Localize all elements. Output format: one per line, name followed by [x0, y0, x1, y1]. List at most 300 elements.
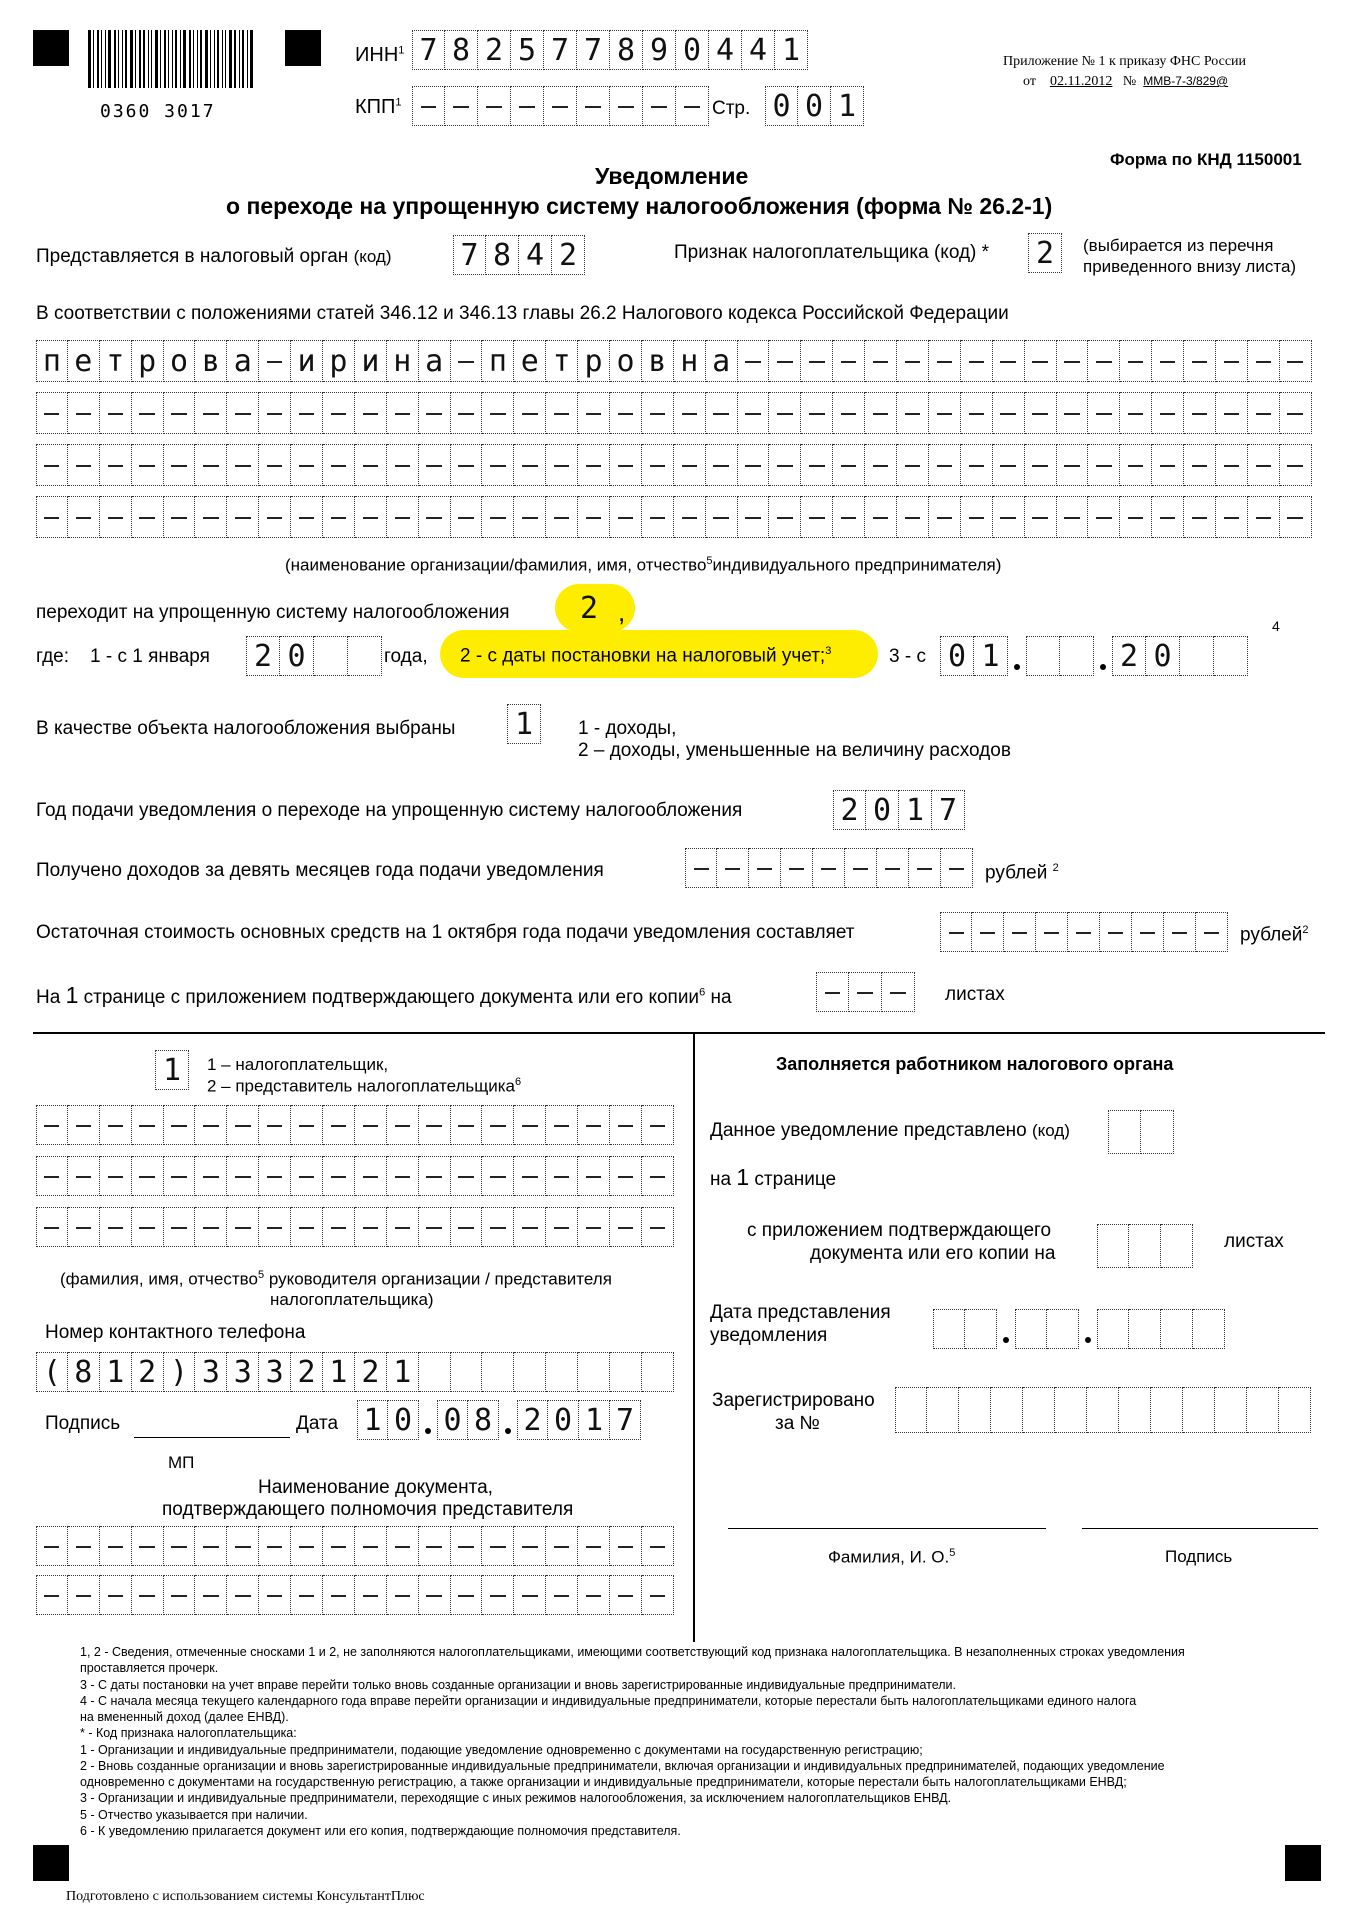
fio-char-cell[interactable]: [610, 1207, 642, 1247]
name-char-cell[interactable]: [100, 496, 132, 538]
phone-char-cell[interactable]: 2: [132, 1352, 164, 1392]
name-char-cell[interactable]: [961, 340, 993, 382]
name-char-cell[interactable]: [355, 444, 387, 486]
doc-row-2[interactable]: [36, 1575, 674, 1615]
name-char-cell[interactable]: [1280, 392, 1312, 434]
doc-char-cell[interactable]: [387, 1575, 419, 1615]
name-char-cell[interactable]: [993, 340, 1025, 382]
name-char-cell[interactable]: е: [514, 340, 546, 382]
doc-char-cell[interactable]: [68, 1575, 100, 1615]
name-char-cell[interactable]: [36, 444, 68, 486]
inn-digit-cell[interactable]: 4: [742, 30, 775, 70]
doc-char-cell[interactable]: [642, 1575, 674, 1615]
kpp-digit-cell[interactable]: [610, 86, 643, 126]
doc-char-cell[interactable]: [259, 1575, 291, 1615]
income-digit-cell[interactable]: [749, 848, 781, 888]
name-char-cell[interactable]: р: [323, 340, 355, 382]
pages-digit-cell[interactable]: [882, 972, 915, 1012]
name-char-cell[interactable]: [706, 444, 738, 486]
tax-authority-digit-cell[interactable]: 2: [552, 235, 585, 275]
name-char-cell[interactable]: [1216, 444, 1248, 486]
year-notice-field[interactable]: [833, 790, 965, 830]
phone-char-cell[interactable]: 1: [100, 1352, 132, 1392]
fio-char-cell[interactable]: [259, 1105, 291, 1145]
doc-char-cell[interactable]: [387, 1526, 419, 1566]
registration-char-cell[interactable]: [895, 1387, 927, 1433]
fio-char-cell[interactable]: [291, 1105, 323, 1145]
name-char-cell[interactable]: [1120, 444, 1152, 486]
date-year-cell[interactable]: 7: [610, 1400, 641, 1440]
name-char-cell[interactable]: [738, 340, 770, 382]
fio-char-cell[interactable]: [195, 1105, 227, 1145]
name-char-cell[interactable]: т: [546, 340, 578, 382]
name-char-cell[interactable]: [1025, 496, 1057, 538]
doc-char-cell[interactable]: [291, 1575, 323, 1615]
residual-digit-cell[interactable]: [1196, 912, 1228, 952]
name-char-cell[interactable]: а: [227, 340, 259, 382]
name-char-cell[interactable]: [1120, 340, 1152, 382]
name-char-cell[interactable]: [1248, 392, 1280, 434]
fio-char-cell[interactable]: [355, 1207, 387, 1247]
fio-char-cell[interactable]: [68, 1105, 100, 1145]
name-char-cell[interactable]: [674, 444, 706, 486]
phone-char-cell[interactable]: 1: [387, 1352, 419, 1392]
registration-char-cell[interactable]: [1215, 1387, 1247, 1433]
name-char-cell[interactable]: [419, 496, 451, 538]
phone-char-cell[interactable]: [610, 1352, 642, 1392]
date-month-cell[interactable]: [1026, 636, 1060, 676]
name-char-cell[interactable]: [1184, 392, 1216, 434]
registration-char-cell[interactable]: [1247, 1387, 1279, 1433]
name-char-cell[interactable]: о: [610, 340, 642, 382]
name-char-cell[interactable]: [546, 496, 578, 538]
name-char-cell[interactable]: [451, 340, 483, 382]
name-char-cell[interactable]: [323, 496, 355, 538]
fio-char-cell[interactable]: [227, 1105, 259, 1145]
name-char-cell[interactable]: [578, 444, 610, 486]
fio-char-cell[interactable]: [514, 1207, 546, 1247]
date-year-cell[interactable]: 0: [548, 1400, 579, 1440]
phone-char-cell[interactable]: [642, 1352, 674, 1392]
name-char-cell[interactable]: [1152, 496, 1184, 538]
doc-char-cell[interactable]: [164, 1526, 196, 1566]
phone-char-cell[interactable]: [578, 1352, 610, 1392]
name-char-cell[interactable]: [769, 340, 801, 382]
doc-char-cell[interactable]: [642, 1526, 674, 1566]
doc-char-cell[interactable]: [132, 1526, 164, 1566]
name-char-cell[interactable]: [1280, 340, 1312, 382]
page-digit-cell[interactable]: 0: [798, 86, 831, 126]
fio-char-cell[interactable]: [482, 1207, 514, 1247]
doc-char-cell[interactable]: [482, 1575, 514, 1615]
registration-char-cell[interactable]: [1151, 1387, 1183, 1433]
inn-digit-cell[interactable]: 8: [445, 30, 478, 70]
fio-char-cell[interactable]: [482, 1105, 514, 1145]
doc-char-cell[interactable]: [451, 1526, 483, 1566]
submitted-code-cell[interactable]: [1108, 1110, 1141, 1154]
name-char-cell[interactable]: [482, 392, 514, 434]
phone-char-cell[interactable]: 1: [323, 1352, 355, 1392]
kpp-digit-cell[interactable]: [544, 86, 577, 126]
phone-char-cell[interactable]: [546, 1352, 578, 1392]
fio-char-cell[interactable]: [259, 1156, 291, 1196]
fio-row-2[interactable]: [36, 1156, 674, 1196]
fio-char-cell[interactable]: [514, 1156, 546, 1196]
name-char-cell[interactable]: [1057, 340, 1089, 382]
name-char-cell[interactable]: [865, 444, 897, 486]
name-char-cell[interactable]: [227, 444, 259, 486]
name-char-cell[interactable]: р: [132, 340, 164, 382]
name-char-cell[interactable]: [865, 340, 897, 382]
start-year-field[interactable]: [246, 636, 382, 676]
start-year-cell[interactable]: 0: [280, 636, 314, 676]
fio-char-cell[interactable]: [642, 1207, 674, 1247]
name-char-cell[interactable]: [1120, 392, 1152, 434]
submitted-code-field[interactable]: [1108, 1110, 1174, 1154]
name-char-cell[interactable]: [132, 496, 164, 538]
fio-line[interactable]: [728, 1528, 1046, 1529]
doc-char-cell[interactable]: [419, 1526, 451, 1566]
phone-char-cell[interactable]: 2: [355, 1352, 387, 1392]
kpp-digit-cell[interactable]: [577, 86, 610, 126]
doc-char-cell[interactable]: [227, 1526, 259, 1566]
name-char-cell[interactable]: [801, 340, 833, 382]
name-char-cell[interactable]: [259, 496, 291, 538]
date-year-cell[interactable]: [1161, 1309, 1193, 1349]
name-char-cell[interactable]: [323, 444, 355, 486]
doc-char-cell[interactable]: [610, 1575, 642, 1615]
name-char-cell[interactable]: [833, 392, 865, 434]
fio-char-cell[interactable]: [642, 1156, 674, 1196]
transition-type-cell[interactable]: 2: [579, 590, 599, 626]
name-char-cell[interactable]: [1216, 392, 1248, 434]
fio-char-cell[interactable]: [323, 1156, 355, 1196]
name-char-cell[interactable]: [355, 392, 387, 434]
doc-char-cell[interactable]: [482, 1526, 514, 1566]
name-char-cell[interactable]: [1025, 340, 1057, 382]
registration-char-cell[interactable]: [1023, 1387, 1055, 1433]
name-char-cell[interactable]: [291, 496, 323, 538]
name-char-cell[interactable]: [993, 496, 1025, 538]
inn-digit-cell[interactable]: 0: [676, 30, 709, 70]
signer-type-field[interactable]: [155, 1050, 189, 1090]
name-char-cell[interactable]: [929, 392, 961, 434]
fio-char-cell[interactable]: [132, 1156, 164, 1196]
name-char-cell[interactable]: [482, 496, 514, 538]
name-char-cell[interactable]: [1088, 496, 1120, 538]
name-char-cell[interactable]: [610, 392, 642, 434]
name-char-cell[interactable]: [769, 392, 801, 434]
name-char-cell[interactable]: [897, 496, 929, 538]
phone-char-cell[interactable]: [451, 1352, 483, 1392]
fio-char-cell[interactable]: [451, 1156, 483, 1196]
name-char-cell[interactable]: [259, 392, 291, 434]
doc-char-cell[interactable]: [195, 1526, 227, 1566]
kpp-field[interactable]: [412, 86, 709, 126]
name-char-cell[interactable]: [897, 340, 929, 382]
name-char-cell[interactable]: [100, 444, 132, 486]
date-year-cell[interactable]: [1193, 1309, 1225, 1349]
fio-char-cell[interactable]: [578, 1207, 610, 1247]
name-char-cell[interactable]: [1280, 496, 1312, 538]
name-char-cell[interactable]: [514, 392, 546, 434]
phone-char-cell[interactable]: 2: [291, 1352, 323, 1392]
doc-char-cell[interactable]: [259, 1526, 291, 1566]
tax-authority-code-field[interactable]: [453, 235, 585, 275]
name-row-4[interactable]: [36, 496, 1312, 538]
fio-char-cell[interactable]: [259, 1207, 291, 1247]
fio-char-cell[interactable]: [164, 1156, 196, 1196]
name-char-cell[interactable]: [68, 496, 100, 538]
attach-count-cell[interactable]: [1097, 1224, 1129, 1268]
name-char-cell[interactable]: [1025, 392, 1057, 434]
fio-char-cell[interactable]: [195, 1156, 227, 1196]
fio-row-1[interactable]: [36, 1105, 674, 1145]
doc-char-cell[interactable]: [451, 1575, 483, 1615]
fio-char-cell[interactable]: [227, 1207, 259, 1247]
income-digit-cell[interactable]: [781, 848, 813, 888]
name-char-cell[interactable]: [195, 392, 227, 434]
date-month-cell[interactable]: [1060, 636, 1094, 676]
name-char-cell[interactable]: [801, 444, 833, 486]
name-char-cell[interactable]: [706, 392, 738, 434]
name-char-cell[interactable]: [227, 496, 259, 538]
phone-char-cell[interactable]: ): [164, 1352, 196, 1392]
signature-line[interactable]: [134, 1437, 290, 1438]
name-char-cell[interactable]: [738, 392, 770, 434]
phone-char-cell[interactable]: 8: [68, 1352, 100, 1392]
pages-count-field[interactable]: [816, 972, 915, 1012]
date-day-cell[interactable]: 0: [388, 1400, 419, 1440]
doc-char-cell[interactable]: [514, 1575, 546, 1615]
name-char-cell[interactable]: [1057, 392, 1089, 434]
name-char-cell[interactable]: [1184, 444, 1216, 486]
year-notice-digit-cell[interactable]: 2: [833, 790, 866, 830]
kpp-digit-cell[interactable]: [676, 86, 709, 126]
name-char-cell[interactable]: [164, 444, 196, 486]
name-char-cell[interactable]: [355, 496, 387, 538]
fio-char-cell[interactable]: [451, 1105, 483, 1145]
inn-digit-cell[interactable]: 7: [544, 30, 577, 70]
name-char-cell[interactable]: [833, 340, 865, 382]
fio-char-cell[interactable]: [610, 1156, 642, 1196]
fio-char-cell[interactable]: [132, 1105, 164, 1145]
doc-char-cell[interactable]: [36, 1575, 68, 1615]
name-char-cell[interactable]: [419, 444, 451, 486]
name-char-cell[interactable]: [291, 392, 323, 434]
name-char-cell[interactable]: [1088, 392, 1120, 434]
name-char-cell[interactable]: [546, 444, 578, 486]
name-char-cell[interactable]: [706, 496, 738, 538]
name-char-cell[interactable]: а: [706, 340, 738, 382]
pages-digit-cell[interactable]: [849, 972, 882, 1012]
name-row-2[interactable]: [36, 392, 1312, 434]
date-month-cell[interactable]: 8: [468, 1400, 499, 1440]
residual-digit-cell[interactable]: [940, 912, 972, 952]
transition-type-field[interactable]: [572, 588, 606, 628]
name-char-cell[interactable]: е: [68, 340, 100, 382]
inn-digit-cell[interactable]: 2: [478, 30, 511, 70]
registration-char-cell[interactable]: [1119, 1387, 1151, 1433]
phone-char-cell[interactable]: [419, 1352, 451, 1392]
inn-digit-cell[interactable]: 1: [775, 30, 808, 70]
name-char-cell[interactable]: [929, 496, 961, 538]
doc-char-cell[interactable]: [578, 1575, 610, 1615]
kpp-digit-cell[interactable]: [511, 86, 544, 126]
date-month-cell[interactable]: [1047, 1309, 1079, 1349]
phone-char-cell[interactable]: 3: [227, 1352, 259, 1392]
name-char-cell[interactable]: [993, 392, 1025, 434]
phone-char-cell[interactable]: [514, 1352, 546, 1392]
name-char-cell[interactable]: [1216, 496, 1248, 538]
doc-char-cell[interactable]: [546, 1575, 578, 1615]
name-char-cell[interactable]: [865, 496, 897, 538]
fio-char-cell[interactable]: [355, 1105, 387, 1145]
name-char-cell[interactable]: [1057, 444, 1089, 486]
attach-count-cell[interactable]: [1161, 1224, 1193, 1268]
name-char-cell[interactable]: а: [419, 340, 451, 382]
date-day-cell[interactable]: [933, 1309, 965, 1349]
name-char-cell[interactable]: [259, 340, 291, 382]
name-char-cell[interactable]: [68, 392, 100, 434]
name-char-cell[interactable]: [961, 392, 993, 434]
fio-char-cell[interactable]: [36, 1207, 68, 1247]
year-notice-digit-cell[interactable]: 1: [899, 790, 932, 830]
fio-char-cell[interactable]: [100, 1156, 132, 1196]
name-char-cell[interactable]: [1152, 392, 1184, 434]
date-year-cell[interactable]: [1214, 636, 1248, 676]
inn-digit-cell[interactable]: 9: [643, 30, 676, 70]
object-cell[interactable]: 1: [507, 704, 541, 744]
start-year-cell[interactable]: 2: [246, 636, 280, 676]
phone-char-cell[interactable]: (: [36, 1352, 68, 1392]
submission-date-field[interactable]: [933, 1305, 1225, 1349]
doc-char-cell[interactable]: [100, 1575, 132, 1615]
name-char-cell[interactable]: [1216, 340, 1248, 382]
name-char-cell[interactable]: [291, 444, 323, 486]
doc-char-cell[interactable]: [323, 1575, 355, 1615]
fio-char-cell[interactable]: [100, 1105, 132, 1145]
doc-char-cell[interactable]: [100, 1526, 132, 1566]
year-notice-digit-cell[interactable]: 7: [932, 790, 965, 830]
name-char-cell[interactable]: [610, 444, 642, 486]
name-char-cell[interactable]: [865, 392, 897, 434]
date-year-cell[interactable]: [1129, 1309, 1161, 1349]
name-char-cell[interactable]: [1248, 496, 1280, 538]
page-digit-cell[interactable]: 1: [831, 86, 864, 126]
name-char-cell[interactable]: [833, 496, 865, 538]
inn-field[interactable]: [412, 30, 808, 70]
fio-char-cell[interactable]: [546, 1207, 578, 1247]
residual-digit-cell[interactable]: [1132, 912, 1164, 952]
tax-authority-digit-cell[interactable]: 4: [519, 235, 552, 275]
fio-char-cell[interactable]: [419, 1207, 451, 1247]
income-digit-cell[interactable]: [845, 848, 877, 888]
name-char-cell[interactable]: в: [642, 340, 674, 382]
doc-char-cell[interactable]: [132, 1575, 164, 1615]
name-char-cell[interactable]: в: [195, 340, 227, 382]
name-char-cell[interactable]: п: [36, 340, 68, 382]
fio-char-cell[interactable]: [291, 1156, 323, 1196]
name-char-cell[interactable]: [1088, 444, 1120, 486]
residual-digit-cell[interactable]: [1036, 912, 1068, 952]
name-char-cell[interactable]: [164, 392, 196, 434]
doc-char-cell[interactable]: [323, 1526, 355, 1566]
fio-char-cell[interactable]: [195, 1207, 227, 1247]
phone-field[interactable]: [36, 1352, 674, 1392]
name-char-cell[interactable]: [833, 444, 865, 486]
doc-char-cell[interactable]: [546, 1526, 578, 1566]
name-char-cell[interactable]: [1025, 444, 1057, 486]
fio-char-cell[interactable]: [546, 1156, 578, 1196]
inn-digit-cell[interactable]: 5: [511, 30, 544, 70]
fio-char-cell[interactable]: [68, 1207, 100, 1247]
date-day-cell[interactable]: [965, 1309, 997, 1349]
income-digit-cell[interactable]: [813, 848, 845, 888]
name-char-cell[interactable]: [451, 444, 483, 486]
object-field[interactable]: [507, 704, 541, 744]
fio-char-cell[interactable]: [164, 1207, 196, 1247]
name-char-cell[interactable]: [482, 444, 514, 486]
name-char-cell[interactable]: [1152, 340, 1184, 382]
name-char-cell[interactable]: [100, 392, 132, 434]
pages-digit-cell[interactable]: [816, 972, 849, 1012]
kpp-digit-cell[interactable]: [478, 86, 511, 126]
attach-count-cell[interactable]: [1129, 1224, 1161, 1268]
fio-char-cell[interactable]: [642, 1105, 674, 1145]
date-month-cell[interactable]: 0: [437, 1400, 468, 1440]
attach-count-field[interactable]: [1097, 1224, 1193, 1268]
name-char-cell[interactable]: [674, 496, 706, 538]
name-char-cell[interactable]: и: [291, 340, 323, 382]
doc-char-cell[interactable]: [578, 1526, 610, 1566]
name-char-cell[interactable]: [993, 444, 1025, 486]
name-char-cell[interactable]: [195, 444, 227, 486]
signing-date-field[interactable]: [357, 1400, 641, 1440]
residual-digit-cell[interactable]: [1068, 912, 1100, 952]
fio-char-cell[interactable]: [387, 1207, 419, 1247]
date-year-cell[interactable]: [1097, 1309, 1129, 1349]
name-char-cell[interactable]: [227, 392, 259, 434]
phone-char-cell[interactable]: 3: [259, 1352, 291, 1392]
name-char-cell[interactable]: [1088, 340, 1120, 382]
inn-digit-cell[interactable]: 8: [610, 30, 643, 70]
fio-char-cell[interactable]: [387, 1105, 419, 1145]
inn-digit-cell[interactable]: 7: [412, 30, 445, 70]
name-char-cell[interactable]: [578, 392, 610, 434]
year-notice-digit-cell[interactable]: 0: [866, 790, 899, 830]
fio-char-cell[interactable]: [419, 1156, 451, 1196]
name-char-cell[interactable]: [164, 496, 196, 538]
fio-char-cell[interactable]: [100, 1207, 132, 1247]
name-char-cell[interactable]: [1248, 444, 1280, 486]
doc-char-cell[interactable]: [227, 1575, 259, 1615]
name-char-cell[interactable]: [419, 392, 451, 434]
name-char-cell[interactable]: [1057, 496, 1089, 538]
registration-char-cell[interactable]: [1055, 1387, 1087, 1433]
income-digit-cell[interactable]: [877, 848, 909, 888]
doc-char-cell[interactable]: [355, 1575, 387, 1615]
name-char-cell[interactable]: [801, 392, 833, 434]
phone-char-cell[interactable]: [482, 1352, 514, 1392]
fio-char-cell[interactable]: [355, 1156, 387, 1196]
date-day-cell[interactable]: 1: [357, 1400, 388, 1440]
kpp-digit-cell[interactable]: [643, 86, 676, 126]
fio-char-cell[interactable]: [132, 1207, 164, 1247]
name-char-cell[interactable]: [68, 444, 100, 486]
name-char-cell[interactable]: [1280, 444, 1312, 486]
name-char-cell[interactable]: [769, 496, 801, 538]
